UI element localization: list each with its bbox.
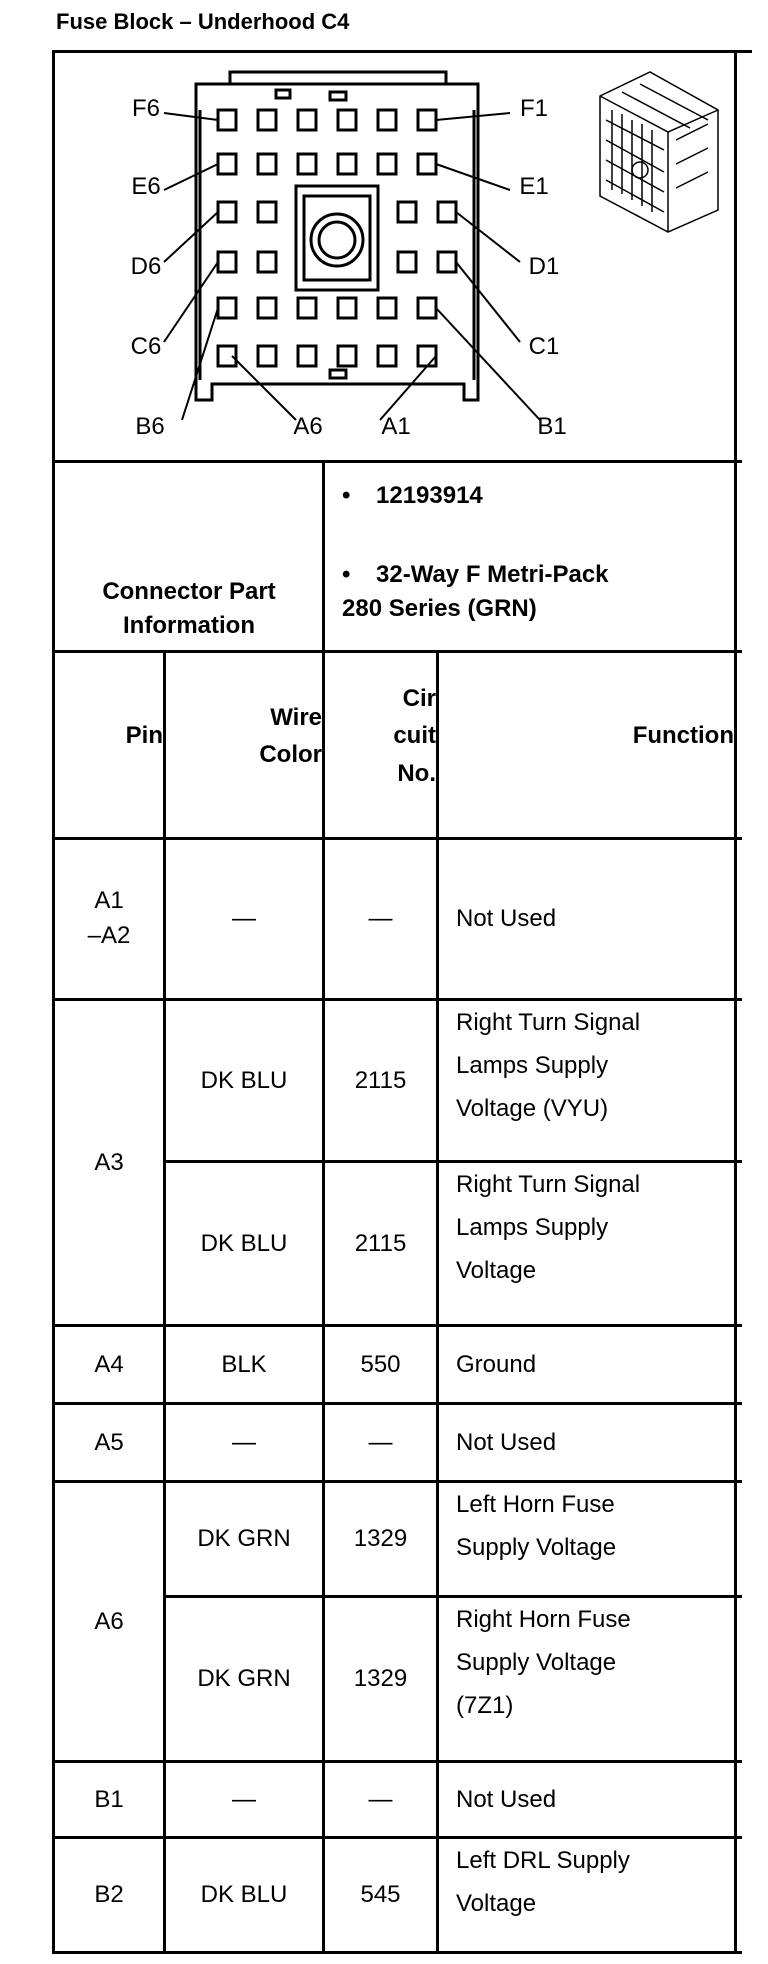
header-pin-label: Pin	[125, 722, 163, 750]
header-function	[439, 653, 734, 837]
function-line: Voltage	[456, 1890, 537, 1918]
header-wire-line2: Color	[259, 741, 322, 768]
connector-info-heading-line2: Information	[123, 612, 255, 639]
function-cell	[456, 1405, 734, 1480]
pin-label-c6: C6	[130, 333, 162, 361]
circuit-cell: —	[368, 1785, 393, 1813]
bullet: •	[342, 561, 351, 588]
circuit-cell: 1329	[353, 1665, 408, 1693]
pin-line1: A1	[94, 887, 124, 915]
wire-color-cell: DK GRN	[197, 1525, 291, 1553]
pin-cell: A3	[94, 1148, 124, 1176]
header-function-label: Function	[632, 722, 734, 750]
function-line: Left DRL Supply	[456, 1847, 630, 1874]
wire-color-cell: DK BLU	[200, 1066, 288, 1094]
pin-label-e1: E1	[519, 173, 549, 201]
page-title: Fuse Block – Underhood C4	[56, 9, 350, 34]
pin-line2: –A2	[87, 922, 131, 949]
function-line: Voltage	[456, 1257, 537, 1285]
function-line: Not Used	[456, 1428, 557, 1456]
wire-color-cell: DK BLU	[200, 1881, 288, 1909]
function-line: Right Turn Signal	[456, 1171, 641, 1198]
part-number	[342, 482, 483, 510]
circuit-cell: 550	[360, 1350, 401, 1378]
header-circuit-line1: Cir	[402, 685, 436, 713]
function-cell	[456, 840, 734, 998]
wire-color-cell: BLK	[221, 1350, 267, 1378]
connector-description	[342, 558, 609, 625]
wire-color-cell: DK GRN	[197, 1665, 291, 1693]
wire-color-cell: —	[232, 905, 256, 933]
function-line: Lamps Supply	[456, 1052, 609, 1080]
function-line: Left Horn Fuse	[456, 1491, 615, 1518]
function-cell	[456, 1839, 734, 1951]
circuit-cell: 2115	[354, 1229, 407, 1257]
circuit-cell: —	[368, 905, 393, 933]
pin-label-c1: C1	[528, 333, 560, 361]
pin-label-b6: B6	[135, 413, 165, 441]
connector-face-diagram	[0, 0, 760, 462]
pin-label-f6: F6	[131, 95, 160, 123]
function-line: (7Z1)	[456, 1692, 514, 1720]
circuit-cell: 1329	[353, 1525, 408, 1553]
pin-cell: B1	[94, 1785, 124, 1813]
header-circuit-no	[325, 653, 436, 837]
pin-label-a1: A1	[381, 413, 411, 441]
circuit-cell: 2115	[354, 1066, 407, 1094]
pin-cell: A5	[94, 1428, 124, 1456]
pin-label-d6: D6	[130, 253, 162, 281]
header-wire-color	[166, 653, 322, 837]
function-line: Lamps Supply	[456, 1214, 609, 1242]
function-cell	[456, 1598, 734, 1760]
header-circuit-line2: cuit	[393, 722, 436, 750]
pin-cell	[55, 840, 163, 998]
function-line: Supply Voltage	[456, 1534, 617, 1562]
function-line: Not Used	[456, 1785, 557, 1813]
header-wire-line1: Wire	[270, 703, 322, 731]
circuit-cell: —	[368, 1428, 393, 1456]
circuit-cell: 545	[360, 1881, 401, 1909]
function-line: Voltage (VYU)	[456, 1095, 609, 1123]
function-cell	[456, 1327, 734, 1402]
function-cell	[456, 1163, 734, 1324]
part-number-value: 12193914	[376, 482, 483, 509]
function-line: Supply Voltage	[456, 1649, 617, 1677]
divider	[436, 650, 439, 1954]
divider	[52, 1951, 742, 1954]
connector-info-heading-line1: Connector Part	[102, 578, 276, 606]
function-cell	[456, 1483, 734, 1595]
function-line: Right Turn Signal	[456, 1009, 641, 1036]
connector-description-line1: 32-Way F Metri-Pack	[376, 561, 609, 588]
pin-cell: A6	[94, 1607, 124, 1635]
wire-color-cell: —	[232, 1785, 256, 1813]
connector-3d-view	[600, 72, 718, 232]
pin-label-f1: F1	[519, 95, 548, 123]
bullet: •	[342, 482, 351, 509]
header-circuit-line3: No.	[397, 759, 436, 787]
header-pin	[55, 653, 163, 837]
function-cell	[456, 1001, 734, 1160]
wire-color-cell: —	[232, 1428, 256, 1456]
connector-description-line2: 280 Series (GRN)	[342, 594, 537, 622]
function-line: Right Horn Fuse	[456, 1606, 631, 1633]
pin-label-a6: A6	[293, 413, 323, 441]
function-line: Not Used	[456, 905, 557, 933]
pin-cell: B2	[94, 1881, 124, 1909]
connector-info-heading	[55, 568, 323, 650]
wire-color-cell: DK BLU	[200, 1229, 288, 1257]
function-cell	[456, 1763, 734, 1836]
pin-cell: A4	[94, 1350, 124, 1378]
pin-label-d1: D1	[528, 253, 560, 281]
pin-label-b1: B1	[537, 413, 567, 441]
function-line: Ground	[456, 1350, 537, 1378]
pin-label-e6: E6	[131, 173, 161, 201]
